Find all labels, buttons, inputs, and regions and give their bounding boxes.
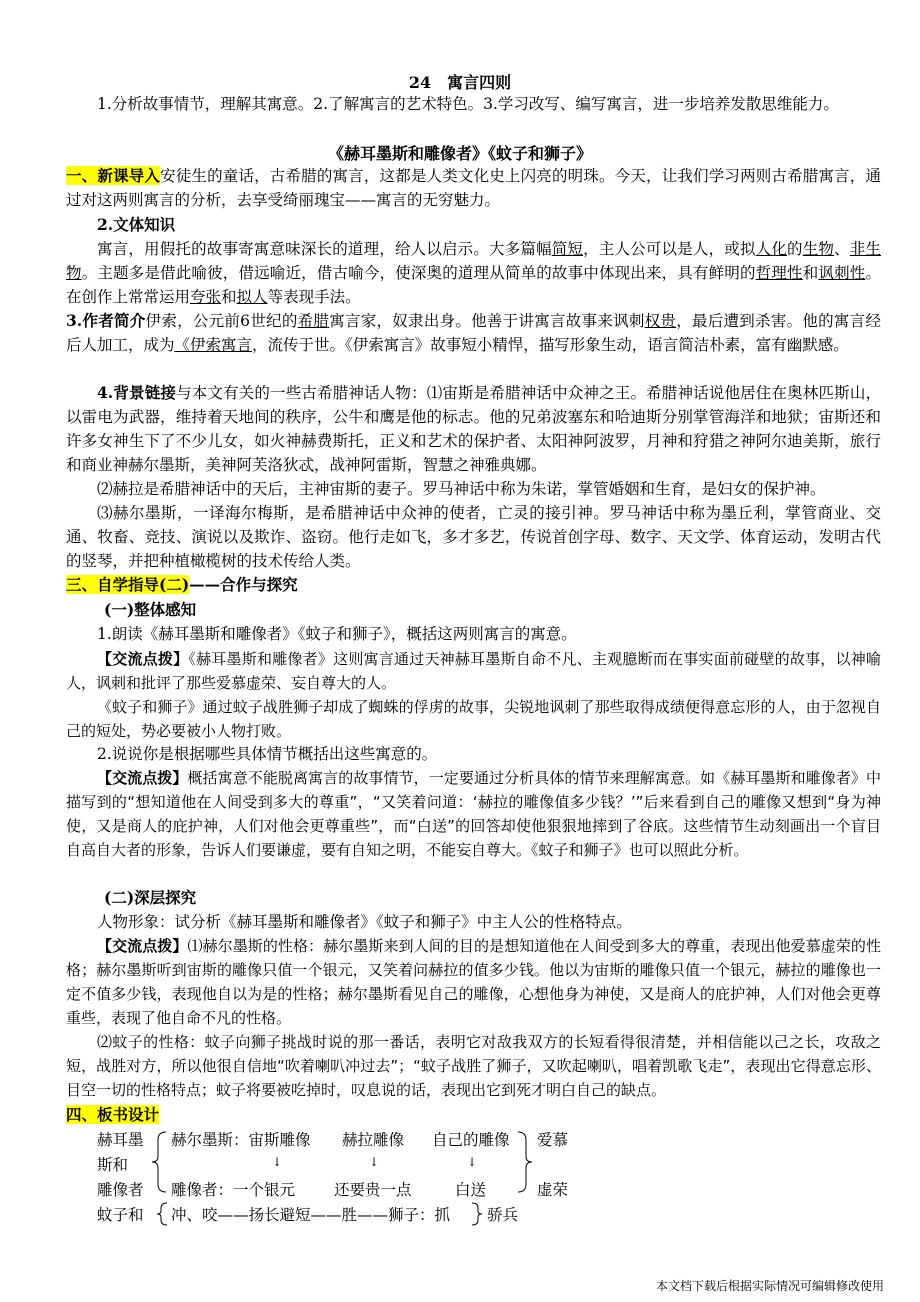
board-c3: 自己的雕像 (432, 1131, 510, 1149)
answer-3: 【交流点拨】⑴赫尔墨斯的性格：赫尔墨斯来到人间的目的是想知道他在人间受到多大的尊重，表现出他爱慕虚荣的性格；赫尔墨斯听到宙斯的雕像只值一个银元，又笑着问赫拉的值多少钱。他以为宙斯的雕像只值一个银元，赫拉的雕像也一定不值多少钱，表现他自以为是的性格；赫尔墨斯看见自己的雕像，心想他身为神使，又是商人的庇护神，人们对他会更尊重些，表现了他自命不凡的性格。 (66, 937, 881, 1027)
section-label: 一、新课导入 (66, 166, 161, 185)
right-brace-1 (516, 1130, 534, 1194)
left-brace-1 (150, 1130, 168, 1194)
background-hermes: ⑶赫尔墨斯，一译海尔梅斯，是希腊神话中众神的使者，亡灵的接引神。罗马神话中称为墨丘利，掌管商业、交通、牧畜、竞技、演说以及欺诈、盗窃。他行走如飞，多才多艺，传说首创字母、数字、天文学、体育运动，发明古代的竖琴，并把种植橄榄树的技术传给人类。 (66, 504, 881, 570)
board-c5: 还要贵一点 (334, 1181, 412, 1199)
subheading-deep: (二)深层探究 (104, 888, 197, 907)
board-r1: 爱慕 (537, 1131, 569, 1149)
footer-note: 本文档下载后根据实际情况可编辑修改使用 (655, 1279, 884, 1293)
answer-1b: 《蚊子和狮子》通过蚊子战胜狮子却成了蜘蛛的俘虏的故事，尖锐地讽刺了那些取得成绩便得意忘形的人，由于忽视自己的短处，势必要被小人物打败。 (66, 698, 881, 740)
board-left-2: 蚊子和 (97, 1206, 144, 1224)
page-title: 24 寓言四则 (408, 73, 512, 92)
board-row2: 冲、咬——扬长避短——胜——狮子：抓 (171, 1206, 451, 1224)
board-left-1b: 斯和 (97, 1156, 129, 1174)
answer-1: 【交流点拨】《赫耳墨斯和雕像者》这则寓言通过天神赫耳墨斯自命不凡、主观臆断而在事实面前碰壁的故事，以神喻人，讽刺和批评了那些爱慕虚荣、妄自尊大的人。 (66, 650, 881, 692)
answer-4: ⑵蚊子的性格：蚊子向狮子挑战时说的那一番话，表明它对敌我双方的长短看得很清楚，并相信能以己之长，攻敌之短，战胜对方，所以他很自信地“吹着喇叭冲过去”；“蚊子战胜了狮子，又吹起喇叭，唱着凯歌飞走”，表现出它得意忘形、目空一切的性格特点；蚊子将要被吃掉时，叹息说的话，表现出它到死才明白自己的缺点。 (66, 1033, 881, 1099)
board-left-1a: 赫耳墨 (97, 1131, 144, 1149)
author-paragraph: 3.作者简介伊索，公元前6世纪的希腊寓言家，奴隶出身。他善于讲寓言故事来讽刺权贵，最后遭到杀害。他的寓言经后人加工，成为《伊索寓言，流传于世。《伊索寓言》故事短小精悍，描写形象生动，语言简洁朴素，富有幽默感。 (66, 311, 881, 354)
answer-2: 【交流点拨】概括寓意不能脱离寓言的故事情节，一定要通过分析具体的情节来理解寓意。如《赫耳墨斯和雕像者》中描写到的“想知道他在人间受到多大的尊重”，“又笑着问道：‘赫拉的雕像值多少钱？’”后来看到自己的雕像又想到“身为神使，又是商人的庇护神，人们对他会更尊重些”，而“白送”的回答却使他狠狠地摔到了谷底。这些情节生动刻画出一个盲目自高自大者的形象，告诉人们要谦虚，要有自知之明，不能妄自尊大。《蚊子和狮子》也可以照此分析。 (66, 769, 881, 859)
question-3: 人物形象：试分析《赫耳墨斯和雕像者》《蚊子和狮子》中主人公的性格特点。 (97, 913, 632, 931)
section-genre-heading: 2.文体知识 (97, 215, 176, 234)
board-c6: 白送 (455, 1181, 487, 1199)
board-left-1c: 雕像者 (97, 1181, 144, 1199)
board-r2: 虚荣 (537, 1181, 569, 1199)
background-hera: ⑵赫拉是希腊神话中的天后，主神宙斯的妻子。罗马神话中称为朱诺，掌管婚姻和生育，是妇女的保护神。 (97, 480, 826, 498)
left-brace-2 (155, 1202, 169, 1226)
board-c4: 雕像者：一个银元 (171, 1181, 296, 1199)
board-r3: 骄兵 (487, 1206, 519, 1224)
arrow-down-icon: ↓ (272, 1155, 283, 1169)
question-2: 2.说说你是根据哪些具体情节概括出这些寓意的。 (97, 745, 438, 763)
background-paragraph: 4.背景链接与本文有关的一些古希腊神话人物：⑴宙斯是希腊神话中众神之王。希腊神话说他居住在奥林匹斯山，以雷电为武器，维持着天地间的秩序，公牛和鹰是他的标志。他的兄弟波塞东和哈迪斯分别掌管海洋和地狱；宙斯还和许多女神生下了不少儿女，如火神赫费斯托，正义和艺术的保护者、太阳神阿波罗，月神和狩猎之神阿尔迪美斯，旅行和商业神赫尔墨斯，美神阿芙洛狄忒，战神阿雷斯，智慧之神雅典娜。 (66, 383, 881, 474)
genre-paragraph: 寓言，用假托的故事寄寓意味深长的道理，给人以启示。大多篇幅简短，主人公可以是人，或拟人化的生物、非生物。主题多是借此喻彼，借远喻近，借古喻今，使深奥的道理从简单的故事中体现出来，具有鲜明的哲理性和讽刺性。在创作上常常运用夸张和拟人等表现手法。 (66, 240, 881, 306)
section-board: 四、板书设计 (66, 1105, 160, 1124)
question-1: 1.朗读《赫耳墨斯和雕像者》《蚊子和狮子》，概括这两则寓言的寓意。 (97, 625, 577, 643)
right-brace-2 (470, 1202, 484, 1226)
arrow-down-icon: ↓ (467, 1155, 478, 1169)
intro-text: 安徒生的童话，古希腊的寓言，这都是人类文化史上闪亮的明珠。今天，让我们学习两则古希腊寓言，通过对这两则寓言的分析，去享受绮丽瑰宝——寓言的无穷魅力。 (66, 167, 881, 209)
objectives: 1.分析故事情节，理解其寓意。2.了解寓言的艺术特色。3.学习改写、编写寓言，进一步培养发散思维能力。 (97, 95, 839, 113)
section-intro (66, 164, 881, 212)
subheading-overall: (一)整体感知 (104, 600, 197, 619)
board-c2: 赫拉雕像 (342, 1131, 405, 1149)
section-self-study: 三、自学指导(二)——合作与探究 (66, 575, 298, 594)
lesson-subtitle: 《赫耳墨斯和雕像者》《蚊子和狮子》 (327, 144, 592, 163)
arrow-down-icon: ↓ (369, 1155, 380, 1169)
board-c1: 赫尔墨斯：宙斯雕像 (171, 1131, 311, 1149)
